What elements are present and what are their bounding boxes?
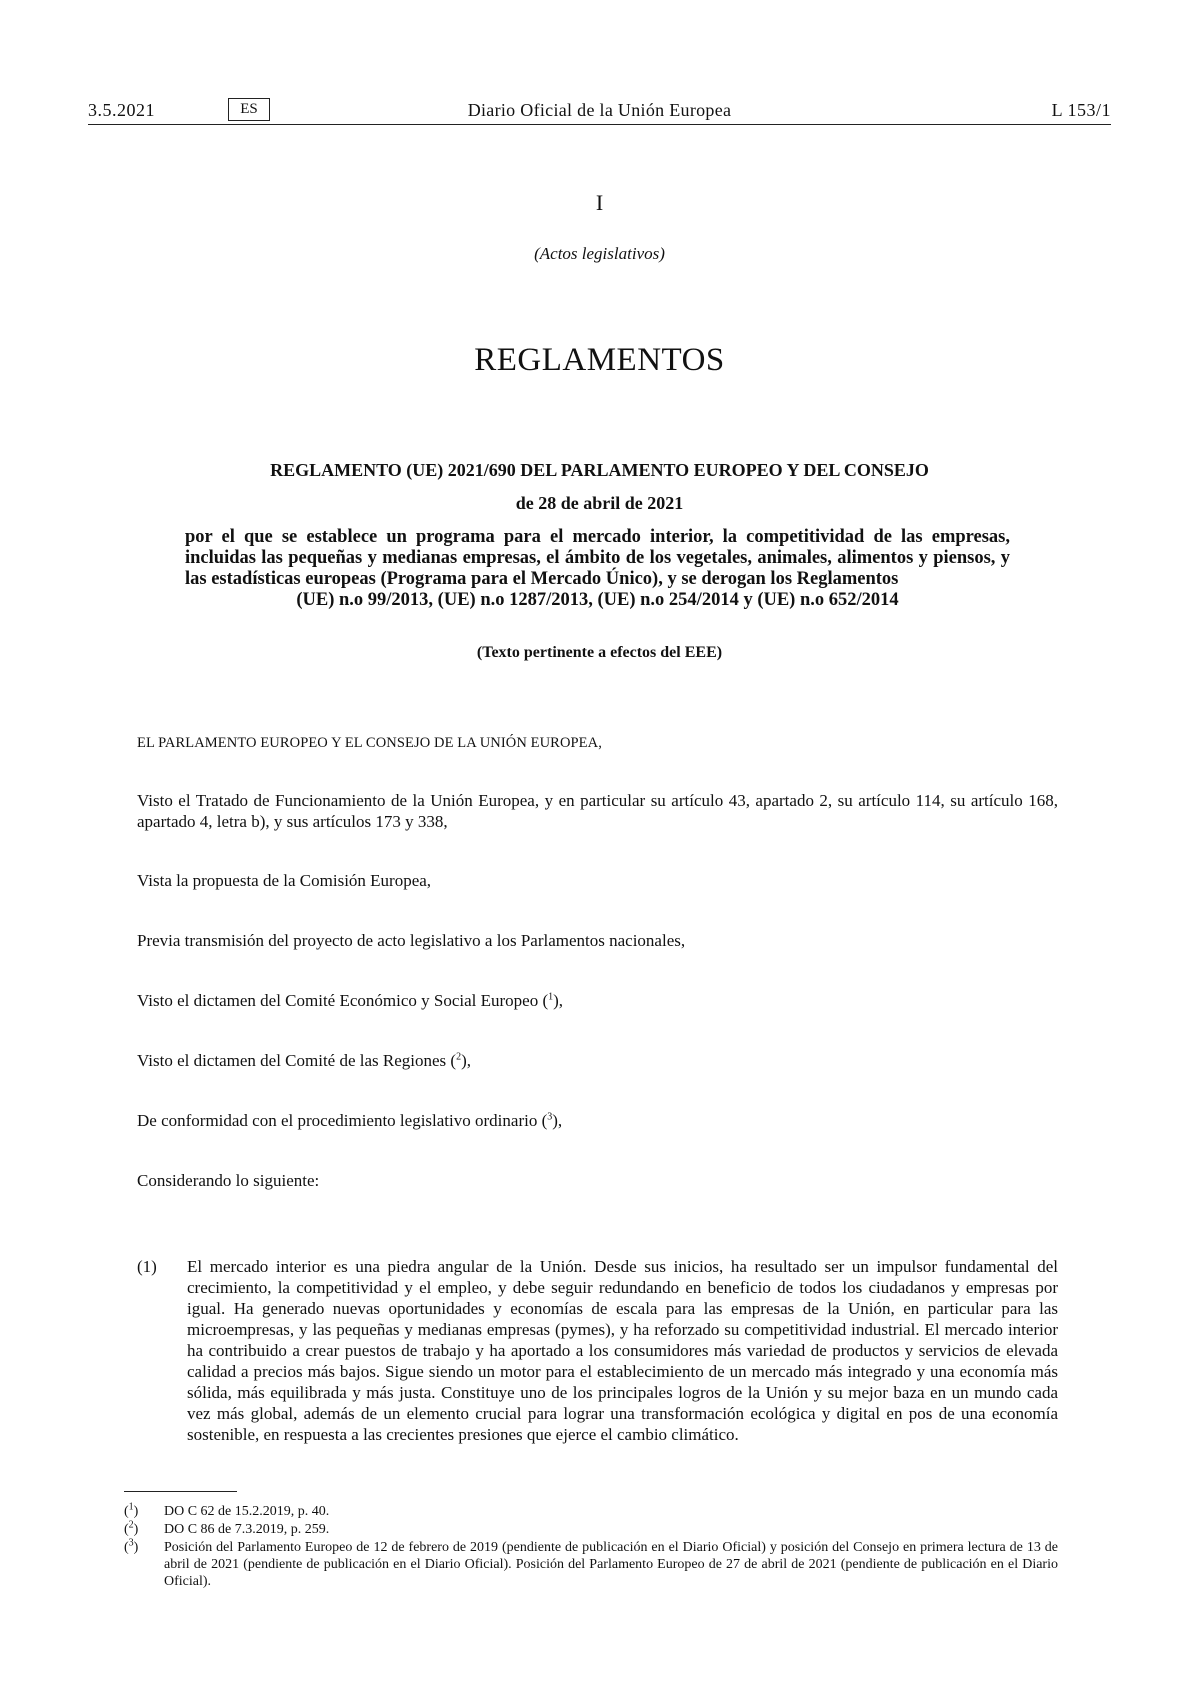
considerando-intro: Considerando lo siguiente: [137,1171,320,1190]
regulation-subject-last-line: (UE) n.o 99/2013, (UE) n.o 1287/2013, (UE) n.o 254/2014 y (UE) n.o 652/2014 [296,590,899,610]
footnote-ref[interactable]: 3 [547,1111,553,1123]
citation-cdr-close: ), [461,1051,471,1070]
footnote-ref[interactable]: 2 [456,1051,462,1063]
citation-cdr [137,1050,1058,1071]
citation-ces [137,990,1058,1011]
preamble-parties: EL PARLAMENTO EUROPEO Y EL CONSEJO DE LA UNIÓN EUROPEA, [137,735,602,751]
citation-transmission: Previa transmisión del proyecto de acto legislativo a los Parlamentos nacionales, [137,931,686,950]
footnote-text: DO C 62 de 15.2.2019, p. 40. [164,1504,330,1519]
language-badge: ES [228,98,270,121]
footnote-mark-number: 2 [128,1519,134,1531]
section-numeral: I [595,190,604,215]
regulation-subject: por el que se establece un programa para el mercado interior, la competitividad de las empresas, incluidas las pequeñas y medianas empresas, el ámbito de los vegetales, animales, alimentos y piensos, y las estadísticas europeas (Programa para el Mercado Único), y se derogan los Reglamentos [185,527,1010,589]
footnote-divider [124,1491,237,1492]
citation-procedure [137,1110,1058,1131]
regulation-title: REGLAMENTO (UE) 2021/690 DEL PARLAMENTO EUROPEO Y DEL CONSEJO [270,460,929,480]
footnote-ref[interactable]: 1 [548,991,554,1003]
footnote-text: DO C 86 de 7.3.2019, p. 259. [164,1522,330,1537]
citation-ces-close: ), [553,991,564,1010]
recital-text: El mercado interior es una piedra angular de la Unión. Desde sus inicios, ha resultado ser un impulsor fundamental del crecimiento, la competitividad y el empleo, y debe seguir redundando en beneficio de todos los ciudadanos y empresas por igual. Ha generado nuevas oportunidades y economías de escala para las empresas de la Unión, en particular para las microempresas, y las pequeñas y medianas empresas (pymes), y ha reforzado su competitividad industrial. El mercado interior ha contribuido a crear puestos de trabajo y ha aportado a los consumidores más variedad de productos y servicios de elevada calidad a precios más bajos. Sigue siendo un motor para el establecimiento de un mercado más integrado y una economía más sólida, más equilibrada y más justa. Constituye uno de los principales logros de la Unión y su mejor baza en un mundo cada vez más global, además de un elemento crucial para lograr una transformación ecológica y digital en pos de una economía sostenible, en respuesta a las crecientes presiones que ejerce el cambio climático. [187,1257,1058,1444]
citation-procedure-close: ), [552,1111,563,1130]
page-header [88,98,1111,125]
footnote-mark-number: 3 [128,1537,134,1549]
footnote-text: Posición del Parlamento Europeo de 12 de febrero de 2019 (pendiente de publicación en el Diario Oficial) y posición del Consejo en primera lectura de 13 de abril de 2021 (pendiente de publicación en el Diario Oficial). Posición del Parlamento Europeo de 27 de abril de 2021 (pendiente de publicación en el Diario Oficial). [164,1540,1058,1589]
footnote-mark: ($^2$) [124,1519,139,1537]
citation-treaty: Visto el Tratado de Funcionamiento de la Unión Europea, y en particular su artículo 43, apartado 2, su artículo 114, su artículo 168, apartado 4, letra b), y sus artículos 173 y 338, [137,791,1058,831]
regulation-date: de 28 de abril de 2021 [515,493,684,513]
footnote-mark-number: 1 [128,1501,134,1513]
publication-date: 3.5.2021 [88,100,155,120]
page-reference: L 153/1 [1051,100,1111,120]
section-label: (Actos legislativos) [534,244,665,263]
journal-title: Diario Oficial de la Unión Europea [467,100,732,120]
footnote-mark: ($^3$) [124,1537,139,1555]
category-heading: REGLAMENTOS [474,342,725,378]
eee-note: (Texto pertinente a efectos del EEE) [476,644,723,661]
citation-cdr-text: Visto el dictamen del Comité de las Regiones ( [137,1051,457,1070]
recital-number: (1) [137,1257,157,1276]
citation-procedure-text: De conformidad con el procedimiento legislativo ordinario ( [137,1111,548,1130]
citation-proposal: Vista la propuesta de la Comisión Europea, [137,871,432,890]
footnote-mark: ($^1$) [124,1501,139,1519]
citation-ces-text: Visto el dictamen del Comité Económico y Social Europeo ( [137,991,549,1010]
